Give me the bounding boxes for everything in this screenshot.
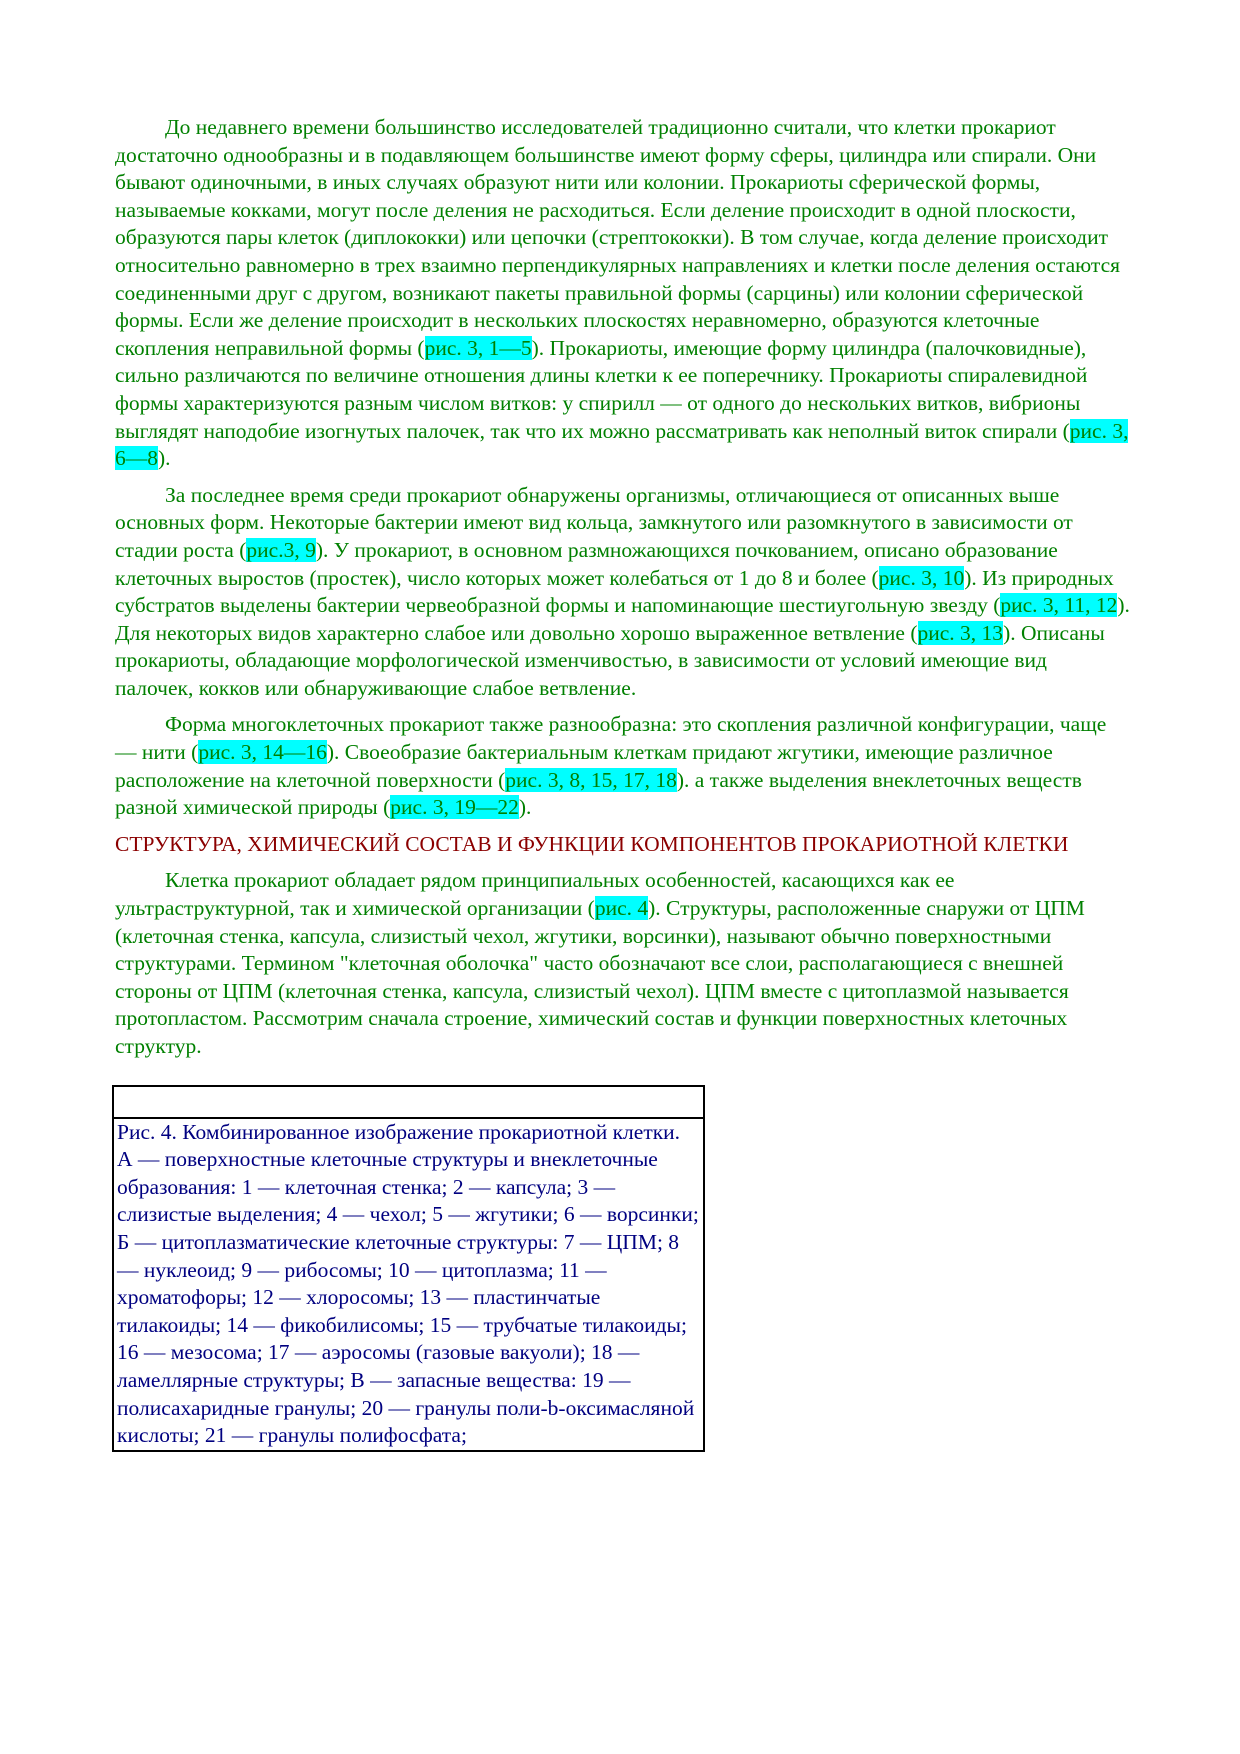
figure-reference-link[interactable]: рис. 3, 6—8 — [115, 418, 1129, 471]
paragraph-text: ). Прокариоты, имеющие форму цилиндра (палочковидные), сильно различаются по величине отношения длины клетки к ее поперечнику. Прокариоты спиралевидной формы характеризуются разным числом витков: у спирилл — от одного до нескольких витков, вибрионы выглядят наподобие изогнутых палочек, так что их можно рассматривать как неполный виток спирали ( — [115, 335, 1088, 443]
paragraph-text: Клетка прокариот обладает рядом принципиальных особенностей, касающихся как ее ультраструктурной, так и химической организации ( — [115, 868, 955, 921]
paragraph-text: ). У прокариот, в основном размножающихся почкованием, описано образование клеточных выростов (простек), число которых может колебаться от 1 до 8 и более ( — [115, 537, 1058, 590]
body-text-section-2 — [115, 867, 1130, 1060]
paragraph-text: Форма многоклеточных прокариот также разнообразна: это скопления различной конфигурации, чаще — нити ( — [115, 712, 1107, 765]
paragraph-text: ). Структуры, расположенные снаружи от ЦПМ (клеточная стенка, капсула, слизистый чехол, жгутики, ворсинки), называют обычно поверхностными структурами. Термином "клеточная оболочка" часто обозначают все слои, располагающиеся с внешней стороны от ЦПМ (клеточная стенка, капсула, слизистый чехол). ЦПМ вместе с цитоплазмой называется протопластом. Рассмотрим сначала строение, химический состав и функции поверхностных клеточных структур. — [115, 896, 1085, 1058]
figure-reference-link[interactable]: рис. 3, 8, 15, 17, 18 — [505, 767, 677, 792]
figure-reference-link[interactable]: рис. 3, 11, 12 — [1000, 593, 1118, 618]
body-text-section — [115, 114, 1130, 822]
figure-image-cell — [113, 1086, 704, 1118]
paragraph-text: ). Из природных субстратов выделены бактерии червеобразной формы и напоминающие шестиугольную звезду ( — [115, 565, 1114, 618]
paragraph-text: ). а также выделения внеклеточных веществ разной химической природы ( — [115, 767, 1082, 820]
paragraph-text: ). — [518, 795, 532, 820]
paragraph-text: За последнее время среди прокариот обнаружены организмы, отличающиеся от описанных выше основных форм. Некоторые бактерии имеют вид кольца, замкнутого или разомкнутого в зависимости от стадии роста ( — [115, 482, 1073, 562]
figure-reference-link[interactable]: рис. 3, 10 — [878, 565, 965, 590]
section-heading: СТРУКТУРА, ХИМИЧЕСКИЙ СОСТАВ И ФУНКЦИИ КОМПОНЕНТОВ ПРОКАРИОТНОЙ КЛЕТКИ — [115, 831, 1069, 856]
figure-reference-link[interactable]: рис. 3, 14—16 — [198, 740, 327, 765]
figure-reference-link[interactable]: рис. 3, 1—5 — [424, 335, 532, 360]
paragraph-text: До недавнего времени большинство исследователей традиционно считали, что клетки прокариот достаточно однообразны и в подавляющем большинстве имеют форму сферы, цилиндра или спирали. Они бывают одиночными, в иных случаях образуют нити или колонии. Прокариоты сферической формы, называемые кокками, могут после деления не расходиться. Если деление происходит в одной плоскости, образуются пары клеток (диплококки) или цепочки (стрептококки). В том случае, когда деление происходит относительно равномерно в трех взаимно перпендикулярных направлениях и клетки после деления остаются соединенными друг с другом, возникают пакеты правильной формы (сарцины) или колонии сферической формы. Если же деление происходит в нескольких плоскостях неравномерно, образуются клеточные скопления неправильной формы ( — [115, 115, 1121, 360]
paragraph-text: ). Своеобразие бактериальным клеткам придают жгутики, имеющие различное расположение на клеточной поверхности ( — [115, 740, 1053, 792]
figure-reference-link[interactable]: рис.3, 9 — [246, 537, 316, 562]
figure-reference-link[interactable]: рис. 3, 13 — [917, 620, 1004, 645]
figure-reference-link[interactable]: рис. 4 — [594, 896, 649, 921]
document-page — [115, 114, 1130, 1452]
paragraph — [115, 711, 1130, 821]
figure-reference-link[interactable]: рис. 3, 19—22 — [390, 795, 519, 820]
paragraph — [115, 114, 1130, 473]
figure-caption: Рис. 4. Комбинированное изображение прокариотной клетки. А — поверхностные клеточные структуры и внеклеточные образования: 1 — клеточная стенка; 2 — капсула; 3 — слизистые выделения; 4 — чехол; 5 — жгутики; 6 — ворсинки; Б — цитоплазматические клеточные структуры: 7 — ЦПМ; 8 — нуклеоид; 9 — рибосомы; 10 — цитоплазма; 11 — хроматофоры; 12 — хлоросомы; 13 — пластинчатые тилакоиды; 14 — фикобилисомы; 15 — трубчатые тилакоиды; 16 — мезосома; 17 — аэросомы (газовые вакуоли); 18 — ламеллярные структуры; В — запасные вещества: 19 — полисахаридные гранулы; 20 — гранулы поли-b-оксимасляной кислоты; 21 — гранулы полифосфата; — [113, 1118, 704, 1451]
paragraph-text: ). Для некоторых видов характерно слабое или довольно хорошо выраженное ветвление ( — [115, 593, 1130, 645]
paragraph — [115, 867, 1130, 1060]
paragraph — [115, 482, 1130, 703]
paragraph-text: ). Описаны прокариоты, обладающие морфологической изменчивостью, в зависимости от условий имеющие вид палочек, кокков или обнаруживающие слабое ветвление. — [115, 620, 1105, 700]
paragraph-text: ). — [158, 446, 171, 471]
figure-table — [112, 1085, 705, 1452]
